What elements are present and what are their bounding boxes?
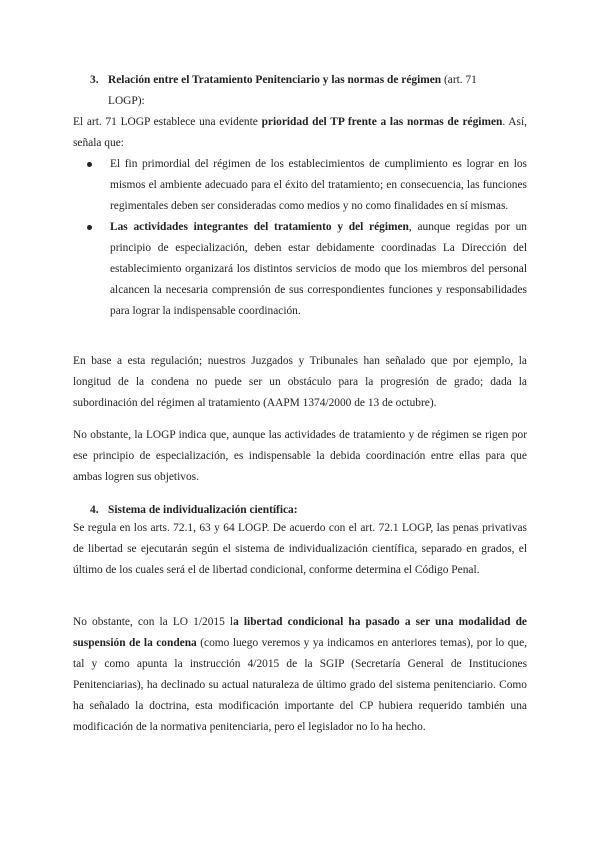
lo2015-paragraph [73,612,527,738]
list-item [73,154,527,217]
section-3-number: 3. [90,74,99,86]
list-item [73,217,527,322]
coordination-paragraph: No obstante, la LOGP indica que, aunque las actividades de tratamiento y de régimen se rigen por ese principio de especialización, es indispensable la debida coordinación entre ellas para que ambas logren sus objetivos. [73,429,527,483]
section-4-title: Sistema de individualización científica: [108,504,298,516]
intro-text-after: . Así, señala que: [73,116,527,149]
bullet-icon [87,162,92,167]
section-3-heading [90,70,527,112]
lo2015-emphasis: a libertad condicional ha pasado a ser una modalidad de suspensión de la condena [73,616,527,649]
section-3-ref-cont: LOGP): [108,95,145,107]
system-paragraph: Se regula en los arts. 72.1, 63 y 64 LOGP. De acuerdo con el art. 72.1 LOGP, las penas privativas de libertad se ejecutarán según el sistema de individualización científica, separado en grados, el último de los cuales será el de libertad condicional, conforme determina el Código Penal. [73,522,527,576]
intro-emphasis: prioridad del TP frente a las normas de régimen [261,116,503,128]
section-3-ref: (art. 71 [443,74,477,86]
bullet-emphasis: Las actividades integrantes del tratamiento y del régimen [110,221,409,233]
lo2015-text-after: (como luego veremos y ya indicamos en anteriores temas), por lo que, tal y como apunta la instrucción 4/2015 de la SGIP (Secretaría General de Instituciones Penitenciarias), ha declinado su actual naturaleza de último grado del sistema penitenciario. Como ha señalado la doctrina, esta modificación importante del CP hubiera requerido también una modificación de la normativa penitenciaria, pero el legislador no lo ha hecho. [73,637,528,733]
lo2015-text-before: No obstante, con la LO 1/2015 l [73,616,234,628]
bullet-text: , aunque regidas por un principio de especialización, deben estar debidamente coordinadas La Dirección del establecimiento organizará los distintos servicios de modo que los miembros del personal alcancen la necesaria comprensión de sus correspondientes funciones y responsabilidades para lograr la indispensable coordinación. [110,221,527,317]
section-3-title: Relación entre el Tratamiento Penitenciario y las normas de régimen [108,74,442,86]
intro-paragraph [73,112,527,154]
bullet-text: El fin primordial del régimen de los establecimientos de cumplimiento es lograr en los mismos el ambiente adecuado para el éxito del tratamiento; en consecuencia, las funciones regimentales deben ser consideradas como medios y no como finalidades en sí mismas. [110,158,527,212]
intro-text-before: El art. 71 LOGP establece una evidente [73,116,262,128]
bullet-list [73,154,527,322]
jurisprudence-paragraph: En base a esta regulación; nuestros Juzgados y Tribunales han señalado que por ejemplo, la longitud de la condena no puede ser un obstáculo para la progresión de grado; dada la subordinación del régimen al tratamiento (AAPM 1374/2000 de 13 de octubre). [73,355,527,409]
bullet-icon [87,225,92,230]
section-4-number: 4. [90,504,99,516]
